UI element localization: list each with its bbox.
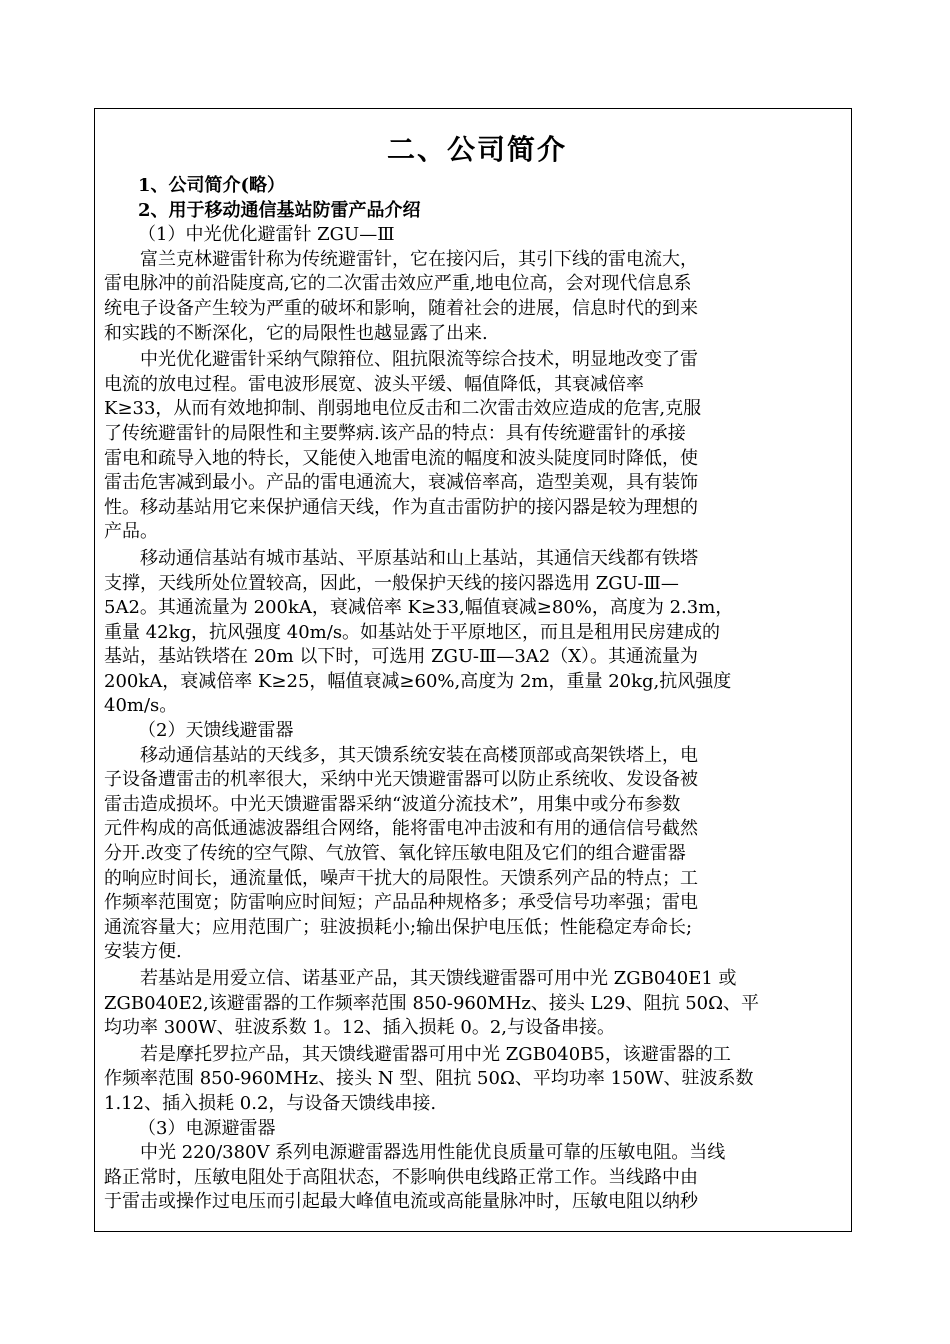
- text-line: 若基站是用爱立信、诺基亚产品，其天馈线避雷器可用中光 ZGB040E1 或: [104, 968, 737, 989]
- document-body: [104, 130, 850, 1215]
- text-line: 元件构成的高低通滤波器组合网络，能将雷电冲击波和有用的通信信号截然: [104, 818, 698, 840]
- text-line: 产品。: [104, 521, 158, 543]
- paragraph-franklin-rod: [104, 248, 850, 346]
- text-line: 的响应时间长，通流量低，噪声干扰大的局限性。天馈系列产品的特点；工: [104, 867, 698, 889]
- text-line: 雷电和疏导入地的特长，又能使入地雷电流的幅度和波头陡度同时降低，使: [104, 447, 698, 469]
- heading-product-intro: 2、用于移动通信基站防雷产品介绍: [138, 199, 421, 221]
- text-line: 雷电脉冲的前沿陡度高,它的二次雷击效应严重,地电位高，会对现代信息系: [104, 273, 692, 295]
- text-line: 雷击危害减到最小。产品的雷电通流大，衰减倍率高，造型美观，具有装饰: [104, 472, 698, 494]
- text-line: 基站，基站铁塔在 20m 以下时，可选用 ZGU-Ⅲ—3A2（X）。其通流量为: [104, 646, 699, 668]
- text-line: 若是摩托罗拉产品，其天馈线避雷器可用中光 ZGB040B5，该避雷器的工: [104, 1043, 731, 1065]
- text-line: 1.12、插入损耗 0.2，与设备天馈线串接.: [104, 1092, 437, 1114]
- text-line: 统电子设备产生较为严重的破坏和影响，随着社会的进展，信息时代的到来: [104, 297, 698, 319]
- paragraph-ericsson-nokia: [104, 967, 850, 1041]
- text-line: 中光 220/380V 系列电源避雷器选用性能优良质量可靠的压敏电阻。当线: [104, 1142, 726, 1164]
- text-line: 作频率范围宽；防雷响应时间短；产品品种规格多；承受信号功率强；雷电: [104, 892, 698, 914]
- text-line: 性。移动基站用它来保护通信天线，作为直击雷防护的接闪器是较为理想的: [104, 496, 698, 518]
- text-line: 雷击造成损坏。中光天馈避雷器采纳“波道分流技术”，用集中或分布参数: [104, 793, 681, 815]
- text-line: 200kA，衰减倍率 K≥25，幅值衰减≥60%,高度为 2m，重量 20kg,抗风强度: [104, 670, 732, 692]
- text-line: 了传统避雷针的局限性和主要弊病.该产品的特点：具有传统避雷针的承接: [104, 422, 686, 444]
- paragraph-power-arrester: [104, 1141, 850, 1215]
- text-line: 于雷击或操作过电压而引起最大峰值电流或高能量脉冲时，压敏电阻以纳秒: [104, 1191, 698, 1213]
- text-line: 通流容量大；应用范围广；驻波损耗小;输出保护电压低；性能稳定寿命长;: [104, 916, 693, 938]
- text-line: ZGB040E2,该避雷器的工作频率范围 850-960MHz、接头 L29、阻抗 50Ω、平: [104, 992, 760, 1014]
- heading-company-intro: 1、公司简介(略）: [138, 175, 286, 196]
- text-line: 富兰克林避雷针称为传统避雷针，它在接闪后，其引下线的雷电流大，: [104, 248, 698, 270]
- text-line: 路正常时，压敏电阻处于高阻状态，不影响供电线路正常工作。当线路中由: [104, 1166, 698, 1188]
- text-line: 均功率 300W、驻波系数 1。12、插入损耗 0。2,与设备串接。: [104, 1017, 616, 1039]
- text-line: 移动通信基站有城市基站、平原基站和山上基站，其通信天线都有铁塔: [104, 547, 698, 569]
- text-line: 40m/s。: [104, 695, 178, 717]
- text-line: 中光优化避雷针采纳气隙箝位、阻抗限流等综合技术，明显地改变了雷: [104, 349, 698, 371]
- text-line: 重量 42kg，抗风强度 40m/s。如基站处于平原地区，而且是租用民房建成的: [104, 621, 721, 643]
- subheading-feeder-arrester: （2）天馈线避雷器: [138, 720, 294, 742]
- text-line: 5A2。其通流量为 200kA，衰减倍率 K≥33,幅值衰减≥80%，高度为 2.3m，: [104, 597, 734, 619]
- text-line: K≥33，从而有效地抑制、削弱地电位反击和二次雷击效应造成的危害,克服: [104, 398, 702, 420]
- paragraph-base-station-rod: [104, 547, 850, 719]
- page-title: 二、公司简介: [386, 133, 567, 166]
- text-line: 和实践的不断深化，它的局限性也越显露了出来.: [104, 322, 488, 344]
- subheading-lightning-rod: （1）中光优化避雷针 ZGU—Ⅲ: [138, 224, 395, 246]
- text-line: 支撑，天线所处位置较高，因此，一般保护天线的接闪器选用 ZGU-Ⅲ—: [104, 572, 679, 594]
- text-line: 电流的放电过程。雷电波形展宽、波头平缓、幅值降低，其衰减倍率: [104, 373, 644, 395]
- subheading-power-arrester: （3）电源避雷器: [138, 1117, 276, 1139]
- paragraph-feeder-arrester: [104, 744, 850, 965]
- text-line: 子设备遭雷击的机率很大，采纳中光天馈避雷器可以防止系统收、发设备被: [104, 769, 698, 791]
- text-line: 安装方便.: [104, 941, 182, 963]
- paragraph-optimized-rod: [104, 348, 850, 545]
- paragraph-motorola: [104, 1043, 850, 1117]
- text-line: 作频率范围 850-960MHz、接头 N 型、阻抗 50Ω、平均功率 150W、驻波系数: [104, 1068, 754, 1090]
- text-line: 分开.改变了传统的空气隙、气放管、氧化锌压敏电阻及它们的组合避雷器: [104, 843, 686, 865]
- text-line: 移动通信基站的天线多，其天馈系统安装在高楼顶部或高架铁塔上，电: [104, 744, 698, 766]
